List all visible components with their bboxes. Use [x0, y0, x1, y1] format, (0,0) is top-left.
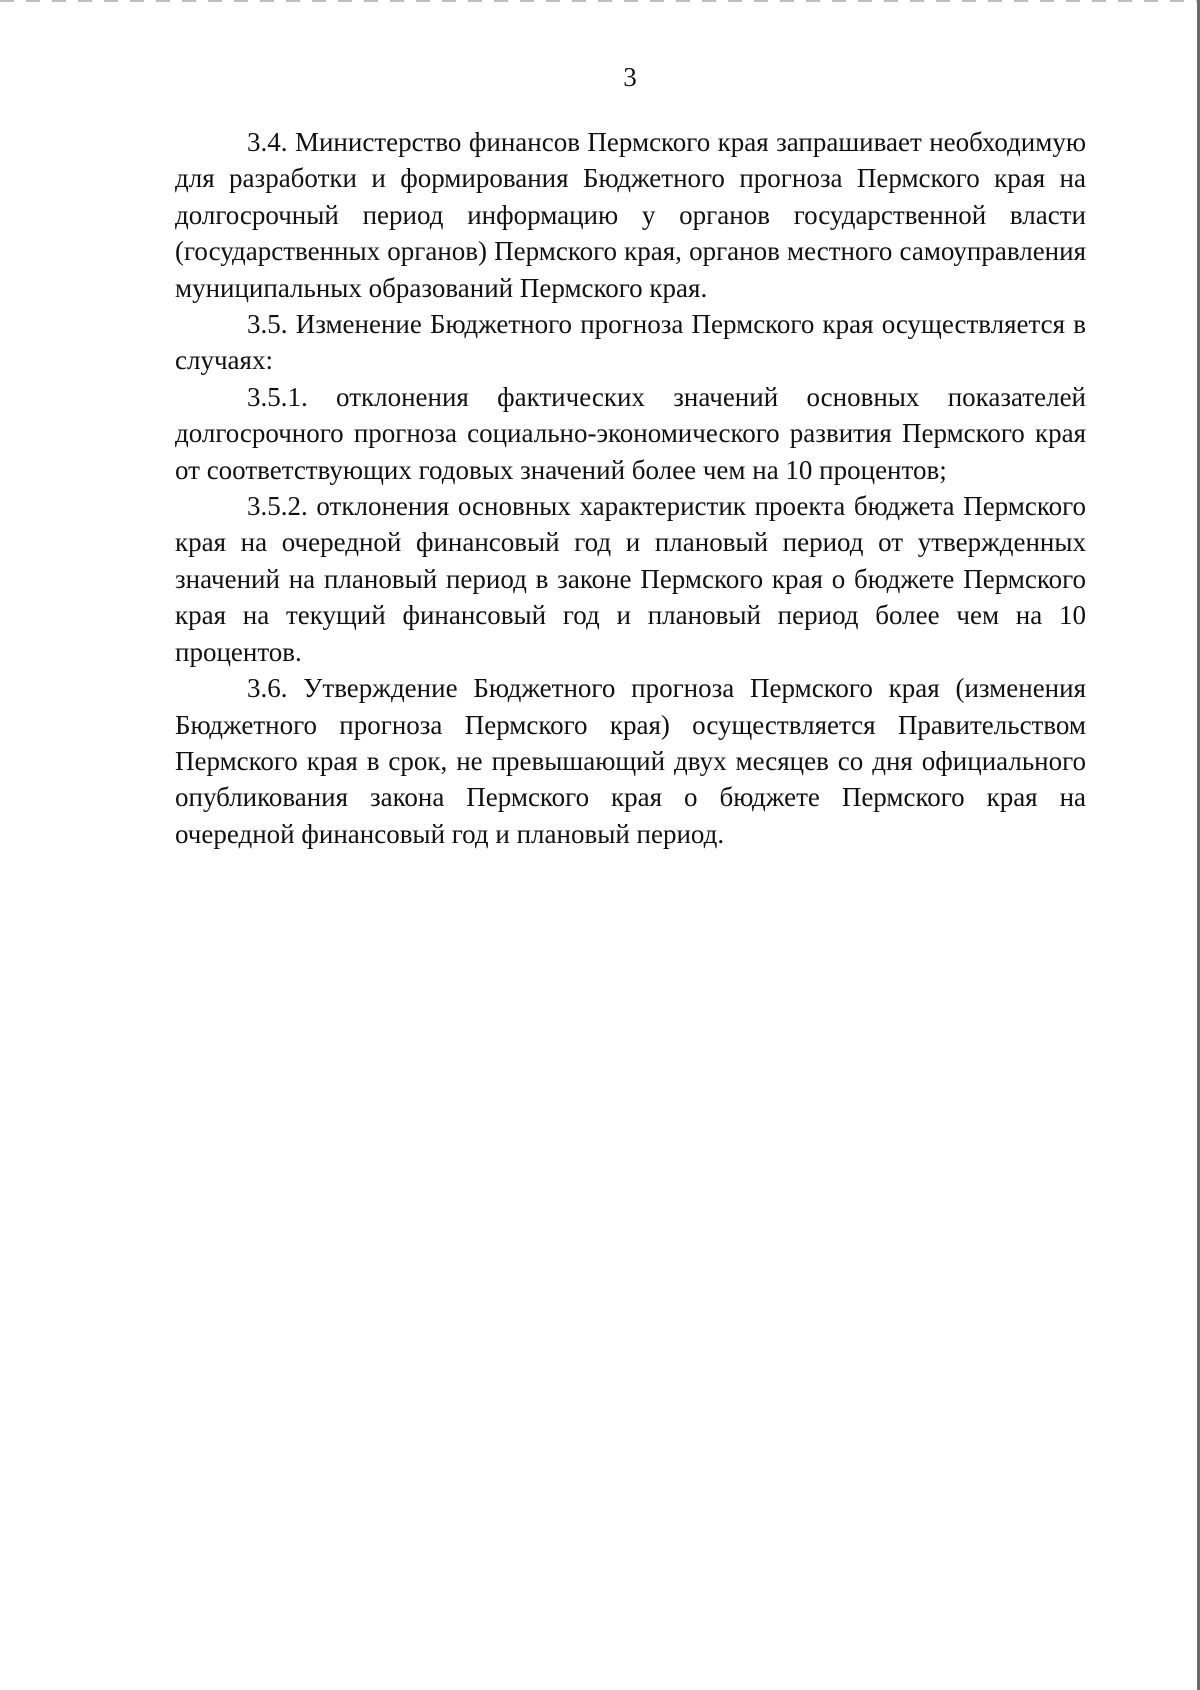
paragraph-3-5: 3.5. Изменение Бюджетного прогноза Пермского края осуществляется в случаях:: [175, 309, 1086, 376]
paragraph-3-6: 3.6. Утверждение Бюджетного прогноза Пермского края (изменения Бюджетного прогноза Пермского края) осуществляется Правительством Пермского края в срок, не превышающий двух месяцев со дня официального опубликования закона Пермского края о бюджете Пермского края на очередной финансовый год и плановый период.: [175, 673, 1086, 849]
scan-edge-top: [0, 0, 1200, 2]
page-number: 3: [623, 62, 637, 92]
paragraph-3-5-1: 3.5.1. отклонения фактических значений основных показателей долгосрочного прогноза социально-экономического развития Пермского края от соответствующих годовых значений более чем на 10 процентов;: [175, 381, 1086, 485]
document-body: [175, 124, 1086, 852]
paragraph-3-4: 3.4. Министерство финансов Пермского края запрашивает необходимую для разработки и формирования Бюджетного прогноза Пермского края на долгосрочный период информацию у органов государственной власти (государственных органов) Пермского края, органов местного самоуправления муниципальных образований Пермского края.: [175, 127, 1086, 303]
paragraph-3-5-2: 3.5.2. отклонения основных характеристик проекта бюджета Пермского края на очередной финансовый год и плановый период от утвержденных значений на плановый период в законе Пермского края о бюджете Пермского края на текущий финансовый год и плановый период более чем на 10 процентов.: [175, 491, 1086, 667]
